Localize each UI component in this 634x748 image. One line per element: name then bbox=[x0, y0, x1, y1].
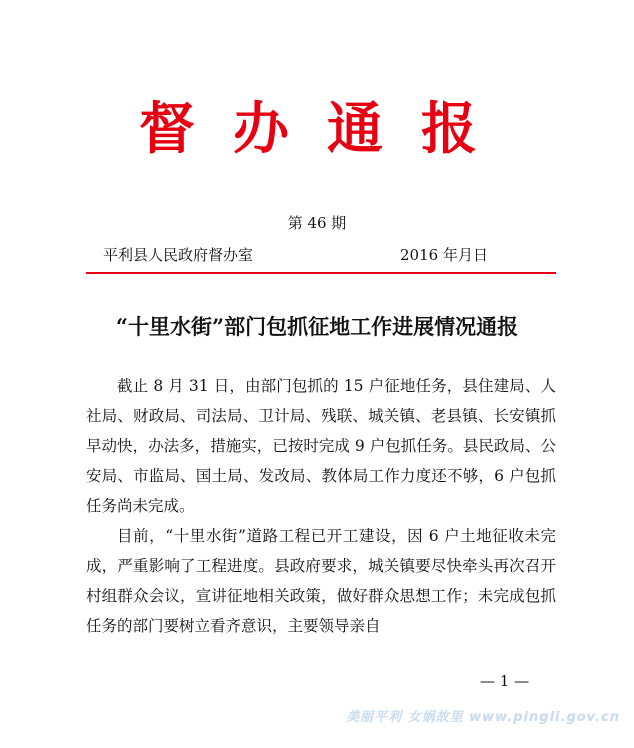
issuing-office: 平利县人民政府督办室 bbox=[103, 246, 254, 264]
issue-date: 2016 年月日 bbox=[400, 246, 488, 264]
masthead-title: 督办通报 bbox=[139, 96, 515, 162]
body-text bbox=[86, 371, 556, 641]
site-watermark: 美丽平利 女娲故里 www.pingli.gov.cn bbox=[346, 710, 620, 725]
page-number: — 1 — bbox=[480, 672, 530, 690]
issue-number: 第 46 期 bbox=[287, 214, 347, 232]
paragraph-2: 目前，“十里水街”道路工程已开工建设，因 6 户土地征收未完成，严重影响了工程进度。县政府要求，城关镇要尽快牵头再次召开村组群众会议，宣讲征地相关政策，做好群众思想工作；未完成包抓任务的部门要树立看齐意识，主要领导亲自 bbox=[86, 527, 556, 635]
red-divider-line bbox=[86, 272, 556, 274]
document-title: “十里水街”部门包抓征地工作进展情况通报 bbox=[115, 314, 519, 339]
paragraph-1: 截止 8 月 31 日，由部门包抓的 15 户征地任务，县住建局、人社局、财政局、司法局、卫计局、残联、城关镇、老县镇、长安镇抓早动快，办法多，措施实，已按时完成 9 户包抓任务。县民政局、公安局、市监局、国土局、发改局、教体局工作力度还不够，6 户包抓任务尚未完成。 bbox=[86, 377, 556, 515]
